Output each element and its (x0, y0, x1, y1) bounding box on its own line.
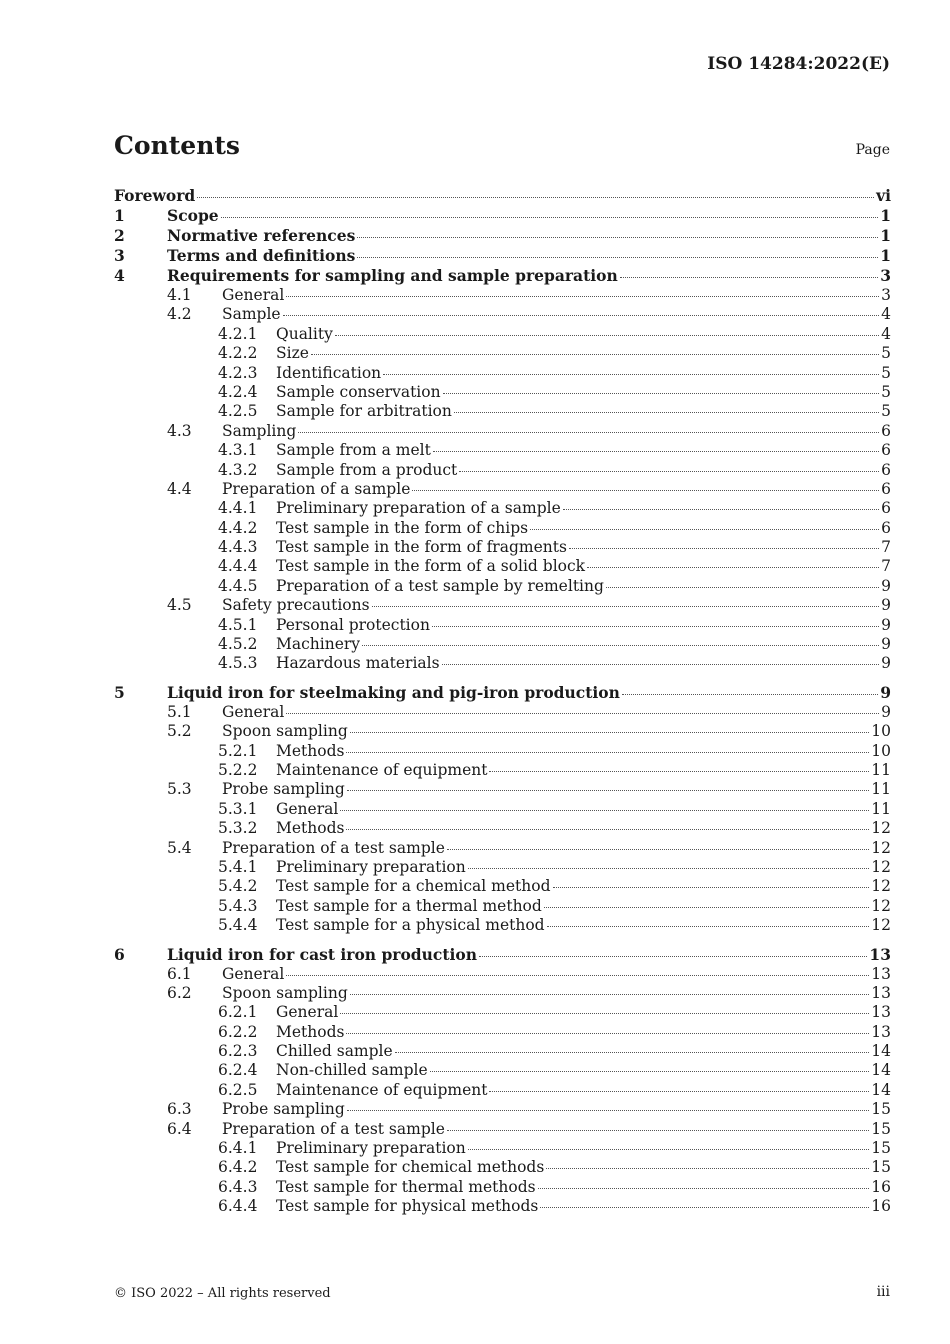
dot-leader (335, 335, 879, 336)
dot-leader (622, 694, 878, 695)
toc-entry[interactable] (114, 286, 891, 305)
toc-entry-page: 11 (871, 780, 891, 799)
toc-entry-number: 4.2.4 (218, 382, 258, 401)
toc-entry[interactable] (114, 1023, 891, 1042)
toc-entry-title: Liquid iron for steelmaking and pig-iron production (167, 682, 620, 702)
toc-entry-page: 5 (881, 363, 891, 382)
toc-entry-page: 5 (881, 382, 891, 401)
toc-entry-number: 6.2 (167, 983, 192, 1002)
toc-entry-number: 6 (114, 944, 125, 964)
toc-entry-title: Machinery (276, 635, 361, 654)
toc-entry-title: Preparation of a sample (222, 479, 411, 498)
toc-entry[interactable] (114, 1197, 891, 1216)
toc-entry-number: 6.2.5 (218, 1080, 258, 1099)
dot-leader (283, 315, 880, 316)
toc-entry-number: 4.4.5 (218, 576, 258, 595)
toc-entry-page: 10 (871, 722, 891, 741)
dot-leader (347, 790, 869, 791)
document-id: ISO 14284:2022(E) (707, 54, 890, 74)
toc-entry[interactable] (114, 1158, 891, 1177)
toc-entry-number: 5.2 (167, 722, 192, 741)
toc-entry-page: 4 (881, 324, 891, 343)
toc-entry-number: 4.2.3 (218, 363, 258, 382)
dot-leader (454, 412, 879, 413)
toc-entry-page: 11 (871, 760, 891, 779)
toc-entry[interactable] (114, 654, 891, 673)
toc-entry-number: 6.4.2 (218, 1158, 258, 1177)
toc-entry[interactable] (114, 722, 891, 741)
toc-entry-number: 4.3 (167, 421, 192, 440)
toc-entry-title: Preliminary preparation of a sample (276, 499, 561, 518)
toc-entry-number: 4.5 (167, 596, 192, 615)
toc-entry[interactable] (114, 402, 891, 421)
toc-entry-number: 5.2.1 (218, 741, 258, 760)
toc-entry-title: Maintenance of equipment (276, 1080, 488, 1099)
dot-leader (547, 926, 870, 927)
toc-entry-number: 4.3.1 (218, 441, 258, 460)
dot-leader (412, 490, 879, 491)
dot-leader (442, 664, 880, 665)
dot-leader (544, 907, 869, 908)
toc-entry-number: 4.4.3 (218, 538, 258, 557)
toc-entry-number: 5.4.3 (218, 896, 258, 915)
toc-entry[interactable] (114, 897, 891, 916)
toc-entry[interactable] (114, 1100, 891, 1119)
toc-entry-title: Safety precautions (222, 596, 370, 615)
dot-leader (357, 257, 878, 258)
dot-leader (569, 548, 879, 549)
toc-entry-number: 6.4.3 (218, 1177, 258, 1196)
toc-entry-number: 4.3.2 (218, 460, 258, 479)
dot-leader (530, 529, 879, 530)
dot-leader (433, 451, 879, 452)
dot-leader (546, 1168, 869, 1169)
dot-leader (340, 810, 869, 811)
toc-entry[interactable] (114, 538, 891, 557)
toc-entry-title: Preparation of a test sample (222, 838, 445, 857)
toc-entry-title: Personal protection (276, 615, 430, 634)
toc-entry-number: 6.4 (167, 1119, 192, 1138)
toc-entry-number: 5.3.1 (218, 799, 258, 818)
toc-entry[interactable] (114, 635, 891, 654)
toc-entry-title: Test sample for a thermal method (276, 896, 542, 915)
toc-entry[interactable] (114, 1081, 891, 1100)
toc-entry-page: 1 (880, 206, 891, 225)
toc-entry[interactable] (114, 877, 891, 896)
toc-entry-page: 6 (881, 460, 891, 479)
toc-entry-title: Sample from a product (276, 460, 458, 479)
toc-entry[interactable] (114, 344, 891, 363)
toc-entry-title: Normative references (167, 226, 356, 245)
dot-leader (489, 771, 869, 772)
dot-leader (357, 237, 878, 238)
toc-entry-number: 4.4.1 (218, 499, 258, 518)
toc-entry-number: 5.3.2 (218, 819, 258, 838)
toc-entry-page: 15 (871, 1139, 891, 1158)
toc-entry-number: 5.1 (167, 702, 192, 721)
toc-entry-title: Spoon sampling (222, 722, 348, 741)
toc-entry[interactable] (114, 364, 891, 383)
toc-entry-page: 13 (871, 964, 891, 983)
toc-entry-number: 2 (114, 226, 125, 245)
dot-leader (340, 1013, 869, 1014)
toc-entry-number: 4.4.4 (218, 557, 258, 576)
toc-entry-title: Probe sampling (222, 1100, 345, 1119)
dot-leader (553, 887, 870, 888)
dot-leader (479, 956, 867, 957)
toc-entry-number: 4.1 (167, 286, 192, 304)
toc-entry-page: 9 (881, 654, 891, 673)
toc-entry[interactable] (114, 577, 891, 596)
toc-entry-number: 6.2.3 (218, 1042, 258, 1061)
toc-entry[interactable] (114, 266, 891, 286)
dot-leader (311, 354, 879, 355)
dot-leader (221, 217, 879, 218)
toc-entry-page: 9 (881, 596, 891, 615)
dot-leader (447, 1130, 869, 1131)
toc-entry[interactable] (114, 596, 891, 615)
toc-entry-page: 6 (881, 421, 891, 440)
toc-entry-number: 4.2.1 (218, 324, 258, 343)
toc-entry[interactable] (114, 945, 891, 965)
toc-entry-number: 4.4.2 (218, 518, 258, 537)
toc-entry-page: 16 (871, 1197, 891, 1216)
toc-entry-title: Preparation of a test sample (222, 1119, 445, 1138)
dot-leader (395, 1052, 870, 1053)
toc-entry-number: 4.5.3 (218, 654, 258, 673)
toc-entry-title: Liquid iron for cast iron production (167, 944, 478, 964)
toc-entry-page: 7 (881, 538, 891, 557)
toc-entry-page: 12 (871, 857, 891, 876)
dot-leader (447, 849, 869, 850)
toc-entry-number: 4.4 (167, 479, 192, 498)
toc-entry-title: Test sample for chemical methods (276, 1158, 545, 1177)
toc-entry[interactable] (114, 1003, 891, 1022)
toc-entry-page: vi (876, 186, 891, 205)
dot-leader (372, 606, 880, 607)
dot-leader (350, 994, 870, 995)
toc-entry-page: 11 (871, 799, 891, 818)
toc-entry-title: Test sample for a physical method (276, 916, 545, 935)
toc-entry[interactable] (114, 1139, 891, 1158)
toc-entry-title: Test sample in the form of a solid block (276, 557, 586, 576)
toc-entry-number: 5.4.1 (218, 857, 258, 876)
toc-entry-number: 5.4.2 (218, 877, 258, 896)
toc-entry-page: 15 (871, 1119, 891, 1138)
toc-entry-title: Sample (222, 305, 281, 324)
toc-entry-title: Sample for arbitration (276, 402, 452, 421)
toc-entry-page: 12 (871, 896, 891, 915)
toc-entry[interactable] (114, 742, 891, 761)
dot-leader (606, 587, 879, 588)
toc-entry-number: 4.2 (167, 305, 192, 324)
toc-entry-number: 4.5.2 (218, 635, 258, 654)
toc-entry[interactable] (114, 305, 891, 324)
toc-entry-page: 12 (871, 819, 891, 838)
toc-entry-page: 13 (871, 1003, 891, 1022)
toc-entry-title: Requirements for sampling and sample preparation (167, 266, 618, 285)
dot-leader (346, 752, 869, 753)
toc-entry-page: 1 (880, 226, 891, 245)
toc-entry-title: Chilled sample (276, 1042, 393, 1061)
toc-entry-page: 7 (881, 557, 891, 576)
toc-entry-number: 1 (114, 206, 125, 225)
toc-entry[interactable] (114, 325, 891, 344)
toc-entry[interactable] (114, 422, 891, 441)
toc-entry-page: 12 (871, 877, 891, 896)
toc-entry-page: 1 (880, 246, 891, 265)
dot-leader (362, 645, 879, 646)
toc-entry[interactable] (114, 480, 891, 499)
dot-leader (197, 197, 874, 198)
toc-entry-page: 14 (871, 1080, 891, 1099)
dot-leader (587, 567, 879, 568)
toc-entry-number: 5.3 (167, 780, 192, 799)
toc-entry-title: Scope (167, 206, 219, 225)
toc-entry-page: 15 (871, 1100, 891, 1119)
toc-entry-title: Quality (276, 324, 333, 343)
toc-entry-title: General (276, 799, 339, 818)
toc-entry-title: Size (276, 344, 309, 363)
toc-entry-page: 5 (881, 402, 891, 421)
toc-entry-title: General (222, 286, 285, 304)
toc-entry[interactable] (114, 780, 891, 799)
dot-leader (468, 1149, 870, 1150)
toc-entry-page: 14 (871, 1061, 891, 1080)
toc-entry[interactable] (114, 1178, 891, 1197)
dot-leader (432, 626, 879, 627)
toc-entry[interactable] (114, 703, 891, 722)
toc-entry-number: 6.3 (167, 1100, 192, 1119)
toc-entry-page: 4 (881, 305, 891, 324)
toc-entry-title: Preliminary preparation (276, 857, 466, 876)
toc-entry-page: 12 (871, 838, 891, 857)
toc-entry-title: Methods (276, 819, 345, 838)
dot-leader (563, 509, 879, 510)
toc-entry[interactable] (114, 965, 891, 984)
toc-entry-title: Test sample in the form of fragments (276, 538, 567, 557)
toc-entry-page: 9 (881, 615, 891, 634)
dot-leader (430, 1071, 870, 1072)
toc-entry-page: 9 (881, 576, 891, 595)
toc-entry-number: 6.2.2 (218, 1022, 258, 1041)
dot-leader (620, 277, 878, 278)
table-of-contents (114, 186, 891, 1217)
copyright-notice: © ISO 2022 – All rights reserved (114, 1286, 331, 1301)
toc-entry-title: Spoon sampling (222, 983, 348, 1002)
toc-entry[interactable] (114, 226, 891, 246)
toc-entry-title: Sampling (222, 421, 297, 440)
toc-entry-title: Preparation of a test sample by remelting (276, 576, 604, 595)
toc-entry[interactable] (114, 916, 891, 935)
toc-entry-title: Sample from a melt (276, 441, 431, 460)
toc-entry-page: 13 (869, 944, 891, 964)
toc-entry-number: 6.1 (167, 964, 192, 983)
toc-entry-number: 4.2.5 (218, 402, 258, 421)
toc-entry-title: Methods (276, 741, 345, 760)
toc-entry-number: 6.4.4 (218, 1197, 258, 1216)
toc-entry-page: 9 (881, 635, 891, 654)
dot-leader (383, 374, 879, 375)
dot-leader (286, 296, 879, 297)
toc-entry[interactable] (114, 246, 891, 266)
toc-entry[interactable] (114, 383, 891, 402)
toc-entry-number: 4 (114, 266, 125, 285)
toc-entry-page: 9 (880, 682, 891, 702)
page-column-label: Page (855, 142, 890, 158)
toc-entry[interactable] (114, 1120, 891, 1139)
toc-entry-page: 6 (881, 518, 891, 537)
toc-entry[interactable] (114, 858, 891, 877)
toc-entry[interactable] (114, 616, 891, 635)
toc-entry-title: Foreword (114, 186, 196, 205)
dot-leader (346, 829, 869, 830)
toc-entry[interactable] (114, 819, 891, 838)
dot-leader (443, 393, 880, 394)
toc-entry-page: 6 (881, 479, 891, 498)
dot-leader (286, 975, 869, 976)
toc-entry-page: 16 (871, 1177, 891, 1196)
toc-entry-number: 5.4.4 (218, 916, 258, 935)
toc-entry-title: Test sample for thermal methods (276, 1177, 536, 1196)
toc-entry-page: 5 (881, 344, 891, 363)
toc-entry-page: 13 (871, 1022, 891, 1041)
toc-entry-number: 5.4 (167, 838, 192, 857)
toc-entry-number: 5.2.2 (218, 760, 258, 779)
toc-entry-title: Preliminary preparation (276, 1139, 466, 1158)
toc-entry[interactable] (114, 1042, 891, 1061)
toc-entry-title: General (276, 1003, 339, 1022)
toc-entry-page: 3 (880, 266, 891, 285)
toc-entry[interactable] (114, 499, 891, 518)
toc-entry-page: 6 (881, 441, 891, 460)
dot-leader (298, 432, 879, 433)
toc-entry[interactable] (114, 839, 891, 858)
toc-entry-number: 6.2.4 (218, 1061, 258, 1080)
toc-entry-title: Identification (276, 363, 382, 382)
toc-entry-title: Test sample for physical methods (276, 1197, 539, 1216)
toc-entry-page: 12 (871, 916, 891, 935)
toc-entry[interactable] (114, 1061, 891, 1080)
toc-entry-number: 3 (114, 246, 125, 265)
dot-leader (350, 732, 870, 733)
dot-leader (459, 471, 879, 472)
toc-entry-page: 6 (881, 499, 891, 518)
toc-entry-title: Test sample for a chemical method (276, 877, 551, 896)
toc-entry-title: Maintenance of equipment (276, 760, 488, 779)
toc-entry-page: 10 (871, 741, 891, 760)
toc-entry-page: 15 (871, 1158, 891, 1177)
toc-entry-title: Test sample in the form of chips (276, 518, 529, 537)
toc-entry-title: Terms and definitions (167, 246, 356, 265)
toc-entry[interactable] (114, 186, 891, 206)
page-number: iii (876, 1284, 890, 1300)
toc-entry[interactable] (114, 519, 891, 538)
toc-entry[interactable] (114, 461, 891, 480)
dot-leader (286, 713, 879, 714)
dot-leader (347, 1110, 869, 1111)
toc-entry[interactable] (114, 206, 891, 226)
toc-entry-number: 5 (114, 682, 125, 702)
dot-leader (346, 1033, 869, 1034)
toc-entry[interactable] (114, 800, 891, 819)
toc-entry-number: 6.4.1 (218, 1139, 258, 1158)
dot-leader (540, 1207, 869, 1208)
toc-entry-title: Sample conservation (276, 382, 441, 401)
toc-entry[interactable] (114, 557, 891, 576)
toc-entry-page: 14 (871, 1042, 891, 1061)
toc-entry[interactable] (114, 683, 891, 703)
toc-entry[interactable] (114, 761, 891, 780)
dot-leader (468, 868, 870, 869)
toc-entry-page: 3 (881, 286, 891, 304)
toc-entry-page: 9 (881, 702, 891, 721)
toc-entry-title: Hazardous materials (276, 654, 440, 673)
dot-leader (489, 1091, 869, 1092)
page-title: Contents (114, 131, 241, 160)
toc-entry-title: General (222, 964, 285, 983)
dot-leader (538, 1188, 870, 1189)
toc-entry-number: 6.2.1 (218, 1003, 258, 1022)
toc-entry-title: Probe sampling (222, 780, 345, 799)
toc-entry-number: 4.2.2 (218, 344, 258, 363)
toc-entry[interactable] (114, 441, 891, 460)
toc-entry-title: General (222, 702, 285, 721)
toc-entry[interactable] (114, 984, 891, 1003)
toc-entry-title: Non-chilled sample (276, 1061, 428, 1080)
toc-entry-page: 13 (871, 983, 891, 1002)
toc-entry-number: 4.5.1 (218, 615, 258, 634)
toc-entry-title: Methods (276, 1022, 345, 1041)
